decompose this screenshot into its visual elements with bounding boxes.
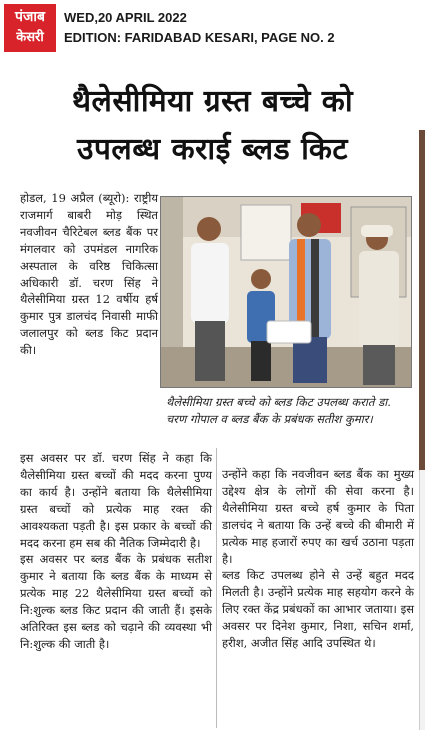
headline-line-1: थैलेसीमिया ग्रस्त बच्चे को [71,84,354,119]
column-divider [216,448,217,728]
edition-info [64,8,335,48]
right-column-paragraph-2: ब्लड किट उपलब्ध होने से उन्हें बहुत मदद मिलती है। उन्होंने प्रत्येक माह सहयोग करने के लिए रक्त केंद्र प्रबंधकों का आभार जताया। इस अवसर पर दिनेश कुमार, निशा, सचिन शर्मा, हरीश, अजीत सिंह आदि उपस्थित थे। [222,568,414,651]
article-intro [20,190,158,359]
left-column-paragraph-2: इस अवसर पर ब्लड बैंक के प्रबंधक सतीश कुमार ने बताया कि ब्लड बैंक के माध्यम से प्रत्येक माह 22 थैलेसीमिया ग्रस्त बच्चों को नि:शुल्क ब्लड किट प्रदान की जाती हैं। इसके अतिरिक्त इस ब्लड को चढ़ाने की व्यवस्था भी नि:शुल्क की जाती है। [20,552,212,651]
intro-paragraph: होडल, 19 अप्रैल (ब्यूरो): राष्ट्रीय राजमार्ग बाबरी मोड़ स्थित नवजीवन चैरिटेबल ब्लड बैंक पर मंगलवार को उपमंडल नागरिक अस्पताल के वरिष्ठ चिकित्सा अधिकारी डॉ. चरण सिंह ने थैलेसीमिया ग्रस्त 12 वर्षीय हर्ष कुमार पुत्र डालचंद निवासी माफी जलालपुर को ब्लड किट प्रदान की। [20,191,158,358]
article-right-column [222,466,414,652]
photo-illustration [161,197,412,388]
right-column-paragraph-1: उन्होंने कहा कि नवजीवन ब्लड बैंक का मुख्य उद्देश्य क्षेत्र के लोगों की सेवा करना है। थैलेसीमिया ग्रस्त बच्चे हर्ष कुमार के पिता डालचंद ने बताया कि उन्हें बच्चे की बीमारी में प्रत्येक माह हजारों रुपए का खर्च उठाना पड़ता है। [222,467,414,566]
article-headline [0,78,425,174]
photo-caption: थैलेसीमिया ग्रस्त बच्चे को ब्लड किट उपलब्ध कराते डा. चरण गोपाल व ब्लड बैंक के प्रबंधक सतीश कुमार। [166,395,391,426]
punjab-kesari-logo [4,4,56,52]
edition-page: EDITION: FARIDABAD KESARI, PAGE NO. 2 [64,30,335,45]
logo-line-2: केसरी [16,30,44,45]
logo-line-1: पंजाब [15,9,45,25]
left-column-paragraph-1: इस अवसर पर डॉ. चरण सिंह ने कहा कि थैलेसीमिया ग्रस्त बच्चों की मदद करना पुण्य का कार्य है। उन्होंने बताया कि थैलेसीमिया ग्रस्त बच्चों को प्रत्येक माह रक्त की आवश्यकता पड़ती है। इस प्रकार के बच्चों की मदद करना हम सब की नैतिक जिम्मेदारी है। [20,451,212,550]
article-left-column [20,450,212,653]
adjacent-column-edge [419,470,425,730]
headline-line-2: उपलब्ध कराई ब्लड किट [76,132,349,167]
article-photo [160,196,412,388]
publication-date: WED,20 APRIL 2022 [64,10,187,25]
masthead [0,0,425,58]
adjacent-article-edge [419,130,425,470]
